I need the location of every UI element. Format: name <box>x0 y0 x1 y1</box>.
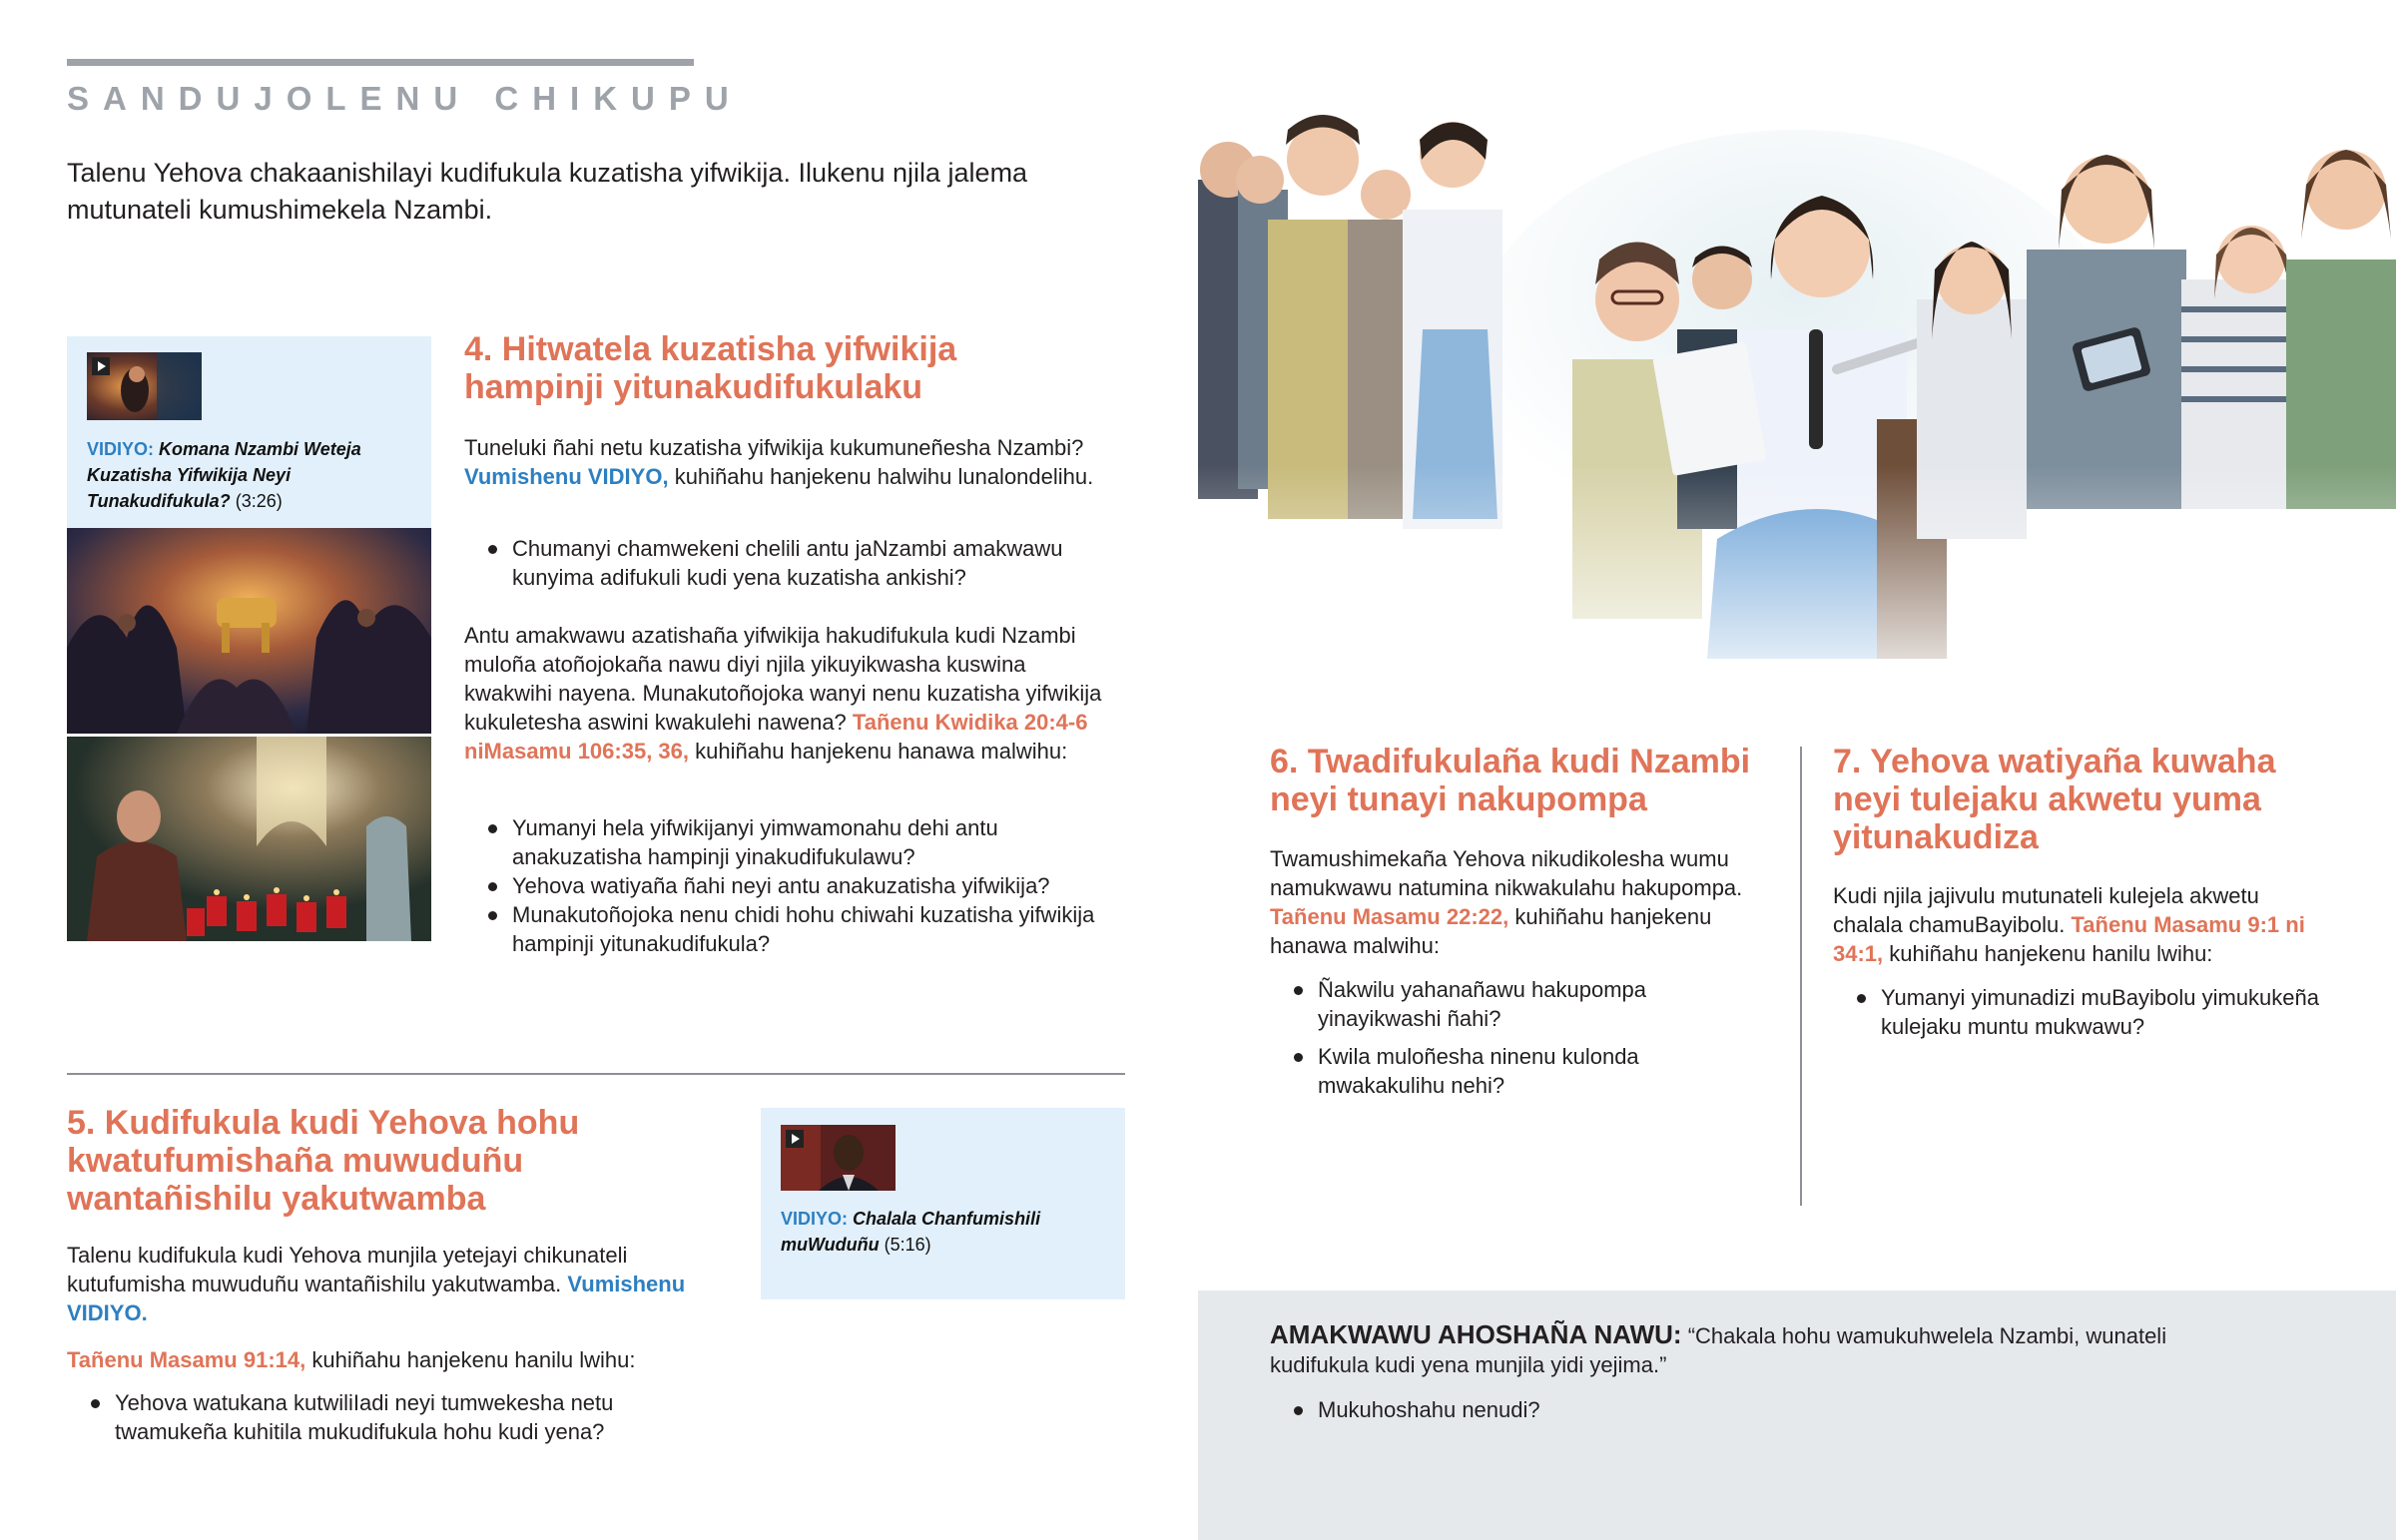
section-7-title: 7. Yehova watiyaña kuwaha neyi tulejaku akwetu yuma yitunakudiza <box>1833 743 2276 856</box>
section-4-questions-2 <box>464 813 1128 958</box>
video-thumbnail[interactable] <box>87 352 202 420</box>
section-4-title: 4. Hitwatela kuzatisha yifwikija hampinji yitunakudifukulaku <box>464 330 957 406</box>
section-7-para-1-text: Kudi njila jajivulu mutunateli kulejela akwetu chalala chamuBayibolu. <box>1833 883 2259 937</box>
objection-text <box>1270 1320 2208 1379</box>
scripture-reference[interactable]: Tañenu Masamu 91:14, <box>67 1347 306 1372</box>
section-4-para-2-text: Antu amakwawu azatishaña yifwikija hakudifukula kudi Nzambi muloña atoñojokaña nawu diyi njila yikuyikwasha kuswina kwakwihi nayena. Munakutoñojoka wanyi nenu kuzatisha yifwikija kukuletesha aswini kwakulehi nawena? <box>464 623 1102 735</box>
play-icon[interactable] <box>786 1130 804 1148</box>
candle-prayer-illustration <box>67 737 431 941</box>
video-caption <box>87 436 416 514</box>
section-5-title: 5. Kudifukula kudi Yehova hohu kwatufumishaña muwuduñu wantañishilu yakutwamba <box>67 1104 580 1218</box>
watch-video-link[interactable]: Vumishenu VIDIYO. <box>67 1272 686 1325</box>
play-icon[interactable] <box>92 357 110 375</box>
scripture-reference[interactable]: Tañenu Masamu 22:22, <box>1270 904 1509 929</box>
question-item: Chumanyi chamwekeni chelili antu jaNzambi amakwawu kunyima adifukuli kudi yena kuzatisha ankishi? <box>464 534 1128 592</box>
intro-text: Talenu Yehova chakaanishilayi kudifukula kuzatisha yifwikija. Ilukenu njila jalema mutunateli kumushimekela Nzambi. <box>67 158 1028 225</box>
section-4-questions-1 <box>464 534 1128 592</box>
question-item: Yehova watiyaña ñahi neyi antu anakuzatisha yifwikija? <box>464 871 1128 900</box>
video-duration: (5:16) <box>884 1235 931 1255</box>
column-divider <box>1800 747 1802 1206</box>
section-5-para-1 <box>67 1241 726 1327</box>
section-4-para-2-tail: kuhiñahu hanjekenu hanawa malwihu: <box>695 739 1068 764</box>
section-6-para-1-text: Twamushimekaña Yehova nikudikolesha wumu namukwawu natumina nikwakulahu hakupompa. <box>1270 846 1743 900</box>
header-rule <box>67 59 694 66</box>
objection-questions <box>1270 1395 2168 1424</box>
congregation-meeting-illustration <box>1198 100 2396 709</box>
question-item: Yumanyi hela yifwikijanyi yimwamonahu dehi antu anakuzatisha hampinji yinakudifukulawu? <box>464 813 1128 871</box>
video-duration: (3:26) <box>235 491 283 511</box>
video-box-1[interactable] <box>67 336 431 528</box>
video-box-2[interactable] <box>761 1108 1125 1299</box>
video-kind-label: VIDIYO: <box>87 439 155 459</box>
section-7-questions <box>1833 983 2332 1041</box>
section-5-para-1-text: Talenu kudifukula kudi Yehova munjila yetejayi chikunateli kutufumisha muwuduñu wantañishilu yakutwamba. <box>67 1243 628 1296</box>
question-item: Mukuhoshahu nenudi? <box>1270 1395 2168 1424</box>
video-thumbnail[interactable] <box>781 1125 896 1191</box>
section-5-para-2 <box>67 1345 726 1374</box>
section-4-para-1-text: Tuneluki ñahi netu kuzatisha yifwikija kukumuneñesha Nzambi? <box>464 435 1084 460</box>
section-4-para-2 <box>464 621 1103 766</box>
section-5-questions <box>67 1388 686 1446</box>
video-kind-label: VIDIYO: <box>781 1209 849 1229</box>
question-item: Yumanyi yimunadizi muBayibolu yimukukeña kulejaku muntu mukwawu? <box>1833 983 2332 1041</box>
question-item: Munakutoñojoka nenu chidi hohu chiwahi kuzatisha yifwikija hampinji yitunakudifukula? <box>464 900 1128 958</box>
objection-lead: AMAKWAWU AHOSHAÑA NAWU: <box>1270 1319 1682 1349</box>
question-item: Kwila muloñesha ninenu kulonda mwakakulihu nehi? <box>1270 1042 1769 1100</box>
section-kicker: SANDUJOLENU CHIKUPU <box>67 80 743 117</box>
section-7-para-1 <box>1833 881 2332 968</box>
objection-quote: “Chakala hohu wamukuhwelela Nzambi, wunateli kudifukula kudi yena munjila yidi yejima.” <box>1270 1323 2167 1377</box>
section-divider <box>67 1073 1125 1075</box>
question-item: Ñakwilu yahanañawu hakupompa yinayikwashi ñahi? <box>1270 975 1769 1033</box>
idol-worship-illustration <box>67 528 431 734</box>
section-6-title: 6. Twadifukulaña kudi Nzambi neyi tunayi nakupompa <box>1270 743 1751 818</box>
section-5-para-2-tail: kuhiñahu hanjekenu hanilu lwihu: <box>311 1347 636 1372</box>
section-7-para-1-tail: kuhiñahu hanjekenu hanilu lwihu: <box>1889 941 2213 966</box>
video-title: Chalala Chanfumishili muWuduñu <box>781 1209 1041 1255</box>
section-6-questions <box>1270 975 1769 1100</box>
video-title: Komana Nzambi Weteja Kuzatisha Yifwikija Neyi Tunakudifukula? <box>87 439 361 511</box>
section-6-para-1 <box>1270 844 1769 960</box>
scripture-reference[interactable]: Tañenu Masamu 9:1 ni 34:1, <box>1833 912 2305 966</box>
video-caption <box>781 1206 1110 1258</box>
scripture-reference[interactable]: Tañenu Kwidika 20:4-6 niMasamu 106:35, 36, <box>464 710 1088 764</box>
section-4-para-1 <box>464 433 1103 491</box>
watch-video-link[interactable]: Vumishenu VIDIYO, <box>464 464 669 489</box>
section-4-para-1-tail: kuhiñahu hanjekenu halwihu lunalondelihu. <box>674 464 1094 489</box>
question-item: Yehova watukana kutwiliIadi neyi tumwekesha netu twamukeña kuhitila mukudifukula hohu kudi yena? <box>67 1388 686 1446</box>
section-6-para-1-tail: kuhiñahu hanjekenu hanawa malwihu: <box>1270 904 1712 958</box>
